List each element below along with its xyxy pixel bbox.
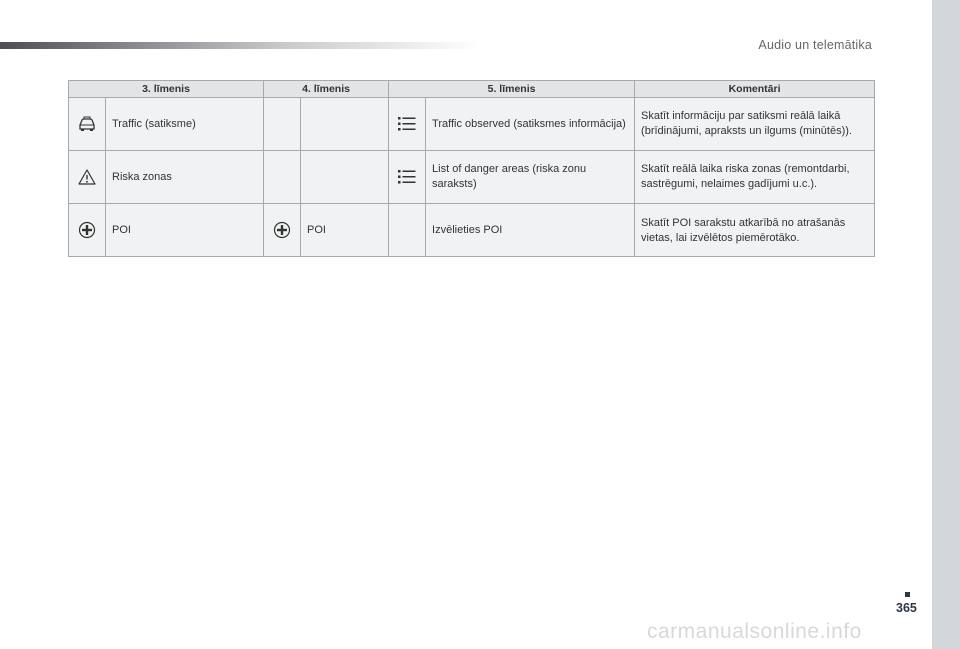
menu-levels-table bbox=[68, 80, 875, 257]
level5-icon-empty bbox=[389, 204, 426, 257]
poi-plus-icon bbox=[264, 204, 301, 257]
header-level-3: 3. līmenis bbox=[69, 81, 264, 98]
level5-label: Izvēlieties POI bbox=[426, 204, 635, 257]
page-number: 365 bbox=[896, 601, 917, 615]
level3-label: Riska zonas bbox=[106, 151, 264, 204]
header-comments: Komentāri bbox=[635, 81, 875, 98]
side-margin-strip bbox=[932, 0, 960, 649]
table-header-row bbox=[69, 81, 875, 98]
level4-label: POI bbox=[301, 204, 389, 257]
level3-label: Traffic (satiksme) bbox=[106, 98, 264, 151]
list-icon bbox=[389, 98, 426, 151]
poi-plus-icon bbox=[69, 204, 106, 257]
level4-label bbox=[301, 98, 389, 151]
header-decor-bar bbox=[0, 42, 480, 49]
comment-text: Skatīt reālā laika riska zonas (remontdarbi, sastrēgumi, nelaimes gadījumi u.c.). bbox=[635, 151, 875, 204]
warning-triangle-icon bbox=[69, 151, 106, 204]
table-row bbox=[69, 204, 875, 257]
comment-text: Skatīt POI sarakstu atkarībā no atrašanās vietas, lai izvēlētos piemērotāko. bbox=[635, 204, 875, 257]
level5-label: List of danger areas (riska zonu saraksts) bbox=[426, 151, 635, 204]
comment-text: Skatīt informāciju par satiksmi reālā laikā (brīdinājumi, apraksts un ilgums (minūtēs)). bbox=[635, 98, 875, 151]
table-row bbox=[69, 151, 875, 204]
level4-icon-empty bbox=[264, 98, 301, 151]
header-level-5: 5. līmenis bbox=[389, 81, 635, 98]
level4-icon-empty bbox=[264, 151, 301, 204]
watermark-text: carmanualsonline.info bbox=[647, 620, 862, 643]
page-marker bbox=[905, 592, 910, 597]
header-level-4: 4. līmenis bbox=[264, 81, 389, 98]
level3-label: POI bbox=[106, 204, 264, 257]
list-icon bbox=[389, 151, 426, 204]
traffic-icon bbox=[69, 98, 106, 151]
table-row bbox=[69, 98, 875, 151]
level5-label: Traffic observed (satiksmes informācija) bbox=[426, 98, 635, 151]
level4-label bbox=[301, 151, 389, 204]
page-section-title: Audio un telemātika bbox=[758, 38, 872, 52]
